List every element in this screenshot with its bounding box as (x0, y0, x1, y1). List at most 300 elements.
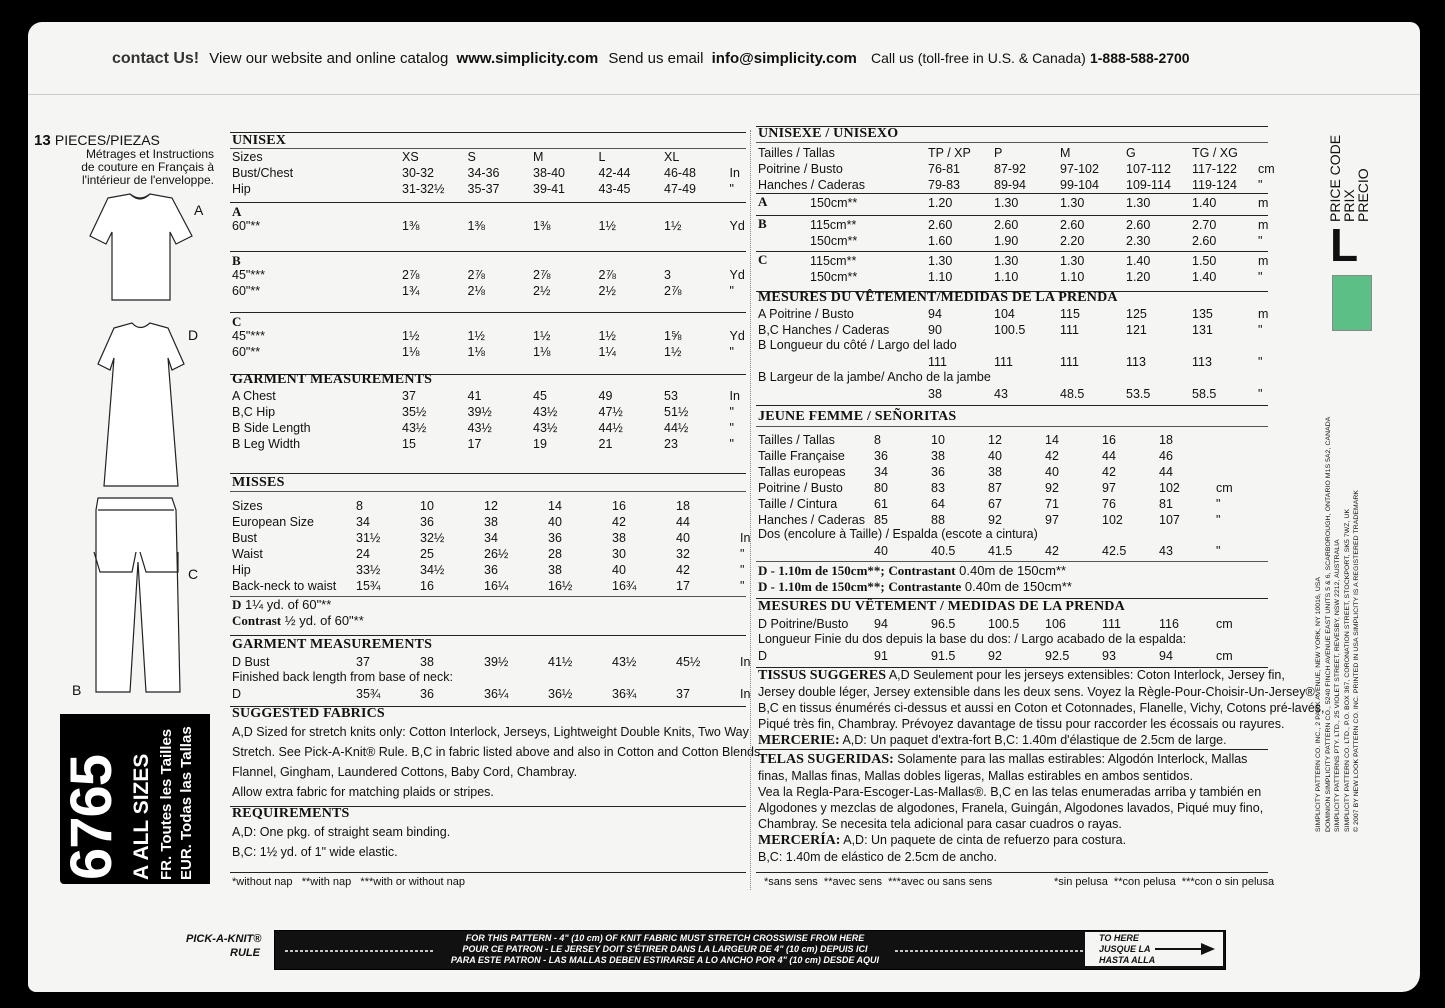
table-cell: 99-104 (1060, 178, 1099, 192)
price-swatch (1332, 275, 1372, 331)
row-label: Sizes (232, 150, 263, 164)
unit-cell: m (1258, 196, 1269, 210)
table-cell: 38 (988, 465, 1002, 479)
table-row (232, 404, 750, 420)
table-cell: 12 (484, 499, 498, 513)
table-cell: M (533, 150, 544, 164)
unit-cell: m (1258, 307, 1269, 321)
table-cell: 1⅛ (467, 345, 485, 359)
table-cell: 76 (1102, 497, 1116, 511)
table-row (232, 546, 760, 562)
table-cell: 46 (1159, 449, 1173, 463)
table-cell: 2⅞ (598, 268, 616, 282)
table-cell: 38 (612, 531, 626, 545)
table-row (232, 498, 760, 514)
table-row (232, 530, 760, 546)
suggested-fabrics-text: A,D Sized for stretch knits only: Cotton Interlock, Jerseys, Lightweight Double Knits, Two Way Stretch. See Pick-A-Knit® Rule. B,C in fabric listed above and also in Cotton and Cotton Blends, Flannel, Gingham, Laundered Cottons, Baby Cord, Chambray. Allow extra fabric for matching plaids or stripes. (232, 725, 764, 799)
unit-cell: cm (1216, 649, 1233, 663)
unit-cell: " (729, 345, 734, 359)
table-cell: 30 (612, 547, 626, 561)
table-row (232, 283, 750, 299)
table-cell: 19 (533, 437, 547, 451)
table-cell: 34 (356, 515, 370, 529)
row-label: B Side Length (232, 421, 311, 435)
table-cell: 1.40 (1192, 270, 1217, 284)
row-label (758, 386, 928, 402)
row-label: B,C Hanches / Caderas (758, 323, 890, 337)
table-cell: 14 (548, 499, 562, 513)
row-label: Hanches / Caderas (758, 178, 866, 192)
table-cell: 43-45 (598, 182, 631, 196)
table-cell: 16½ (548, 579, 573, 593)
table-cell: 102 (1159, 481, 1180, 495)
table-cell: L (598, 150, 606, 164)
table-cell: 121 (1126, 323, 1147, 337)
table-cell: 30-32 (402, 166, 434, 180)
table-cell: 2.60 (928, 218, 953, 232)
table-cell: 92.5 (1045, 649, 1070, 663)
unisexe-garment-table (758, 306, 1288, 338)
table-cell: 1½ (664, 219, 682, 233)
table-cell: 1.30 (928, 254, 953, 268)
table-row (810, 217, 1288, 233)
table-row (758, 496, 1246, 512)
table-cell: 92 (1045, 481, 1059, 495)
table-cell: 38 (928, 387, 942, 401)
table-cell: M (1060, 146, 1071, 160)
table-cell: 80 (874, 481, 888, 495)
table-row (758, 648, 1246, 664)
row-label: Bust/Chest (232, 166, 294, 180)
table-cell: 15 (402, 437, 416, 451)
table-cell: 12 (988, 433, 1002, 447)
unit-cell (1258, 145, 1288, 161)
table-cell: 16 (612, 499, 626, 513)
table-cell: 25 (420, 547, 434, 561)
table-cell: 1.30 (1060, 254, 1085, 268)
unit-cell: " (729, 182, 734, 196)
spanish-footnote: *sin pelusa **con pelusa ***con o sin pelusa (1054, 876, 1275, 888)
table-cell: 2.70 (1192, 218, 1217, 232)
table-cell: 2.30 (1126, 234, 1151, 248)
price-code-label: PRICE CODE PRIX PRECIO (1327, 134, 1371, 222)
row-label: Back-neck to waist (232, 579, 337, 593)
row-label: Taille Française (758, 449, 845, 463)
table-cell: 97 (1102, 481, 1116, 495)
table-cell: 40 (676, 531, 690, 545)
table-cell: 46-48 (664, 166, 696, 180)
table-row (810, 269, 1288, 285)
table-cell: 1.30 (1126, 196, 1151, 210)
unit-cell: " (1216, 544, 1221, 558)
table-cell: 43½ (533, 405, 558, 419)
table-row (232, 562, 760, 578)
table-cell: 1⅜ (533, 219, 551, 233)
unit-cell: In (740, 687, 751, 701)
table-cell: 42 (1045, 544, 1059, 558)
row-label: 115cm** (810, 254, 857, 268)
table-cell: 40 (874, 544, 888, 558)
table-cell: 47-49 (664, 182, 696, 196)
table-cell: 17 (467, 437, 482, 451)
unit-cell (1216, 432, 1246, 448)
jeune-longueur-table (758, 648, 1246, 664)
table-cell: 119-124 (1192, 178, 1237, 192)
table-cell: 1⅛ (402, 345, 420, 359)
table-cell: 131 (1192, 323, 1213, 337)
table-cell: 33½ (356, 563, 381, 577)
table-cell: 1¾ (402, 284, 420, 298)
unisex-garment-table (232, 388, 750, 452)
row-label: Hip (232, 563, 251, 577)
table-cell: 36 (420, 687, 434, 701)
table-row (758, 386, 1288, 402)
table-cell: 43 (994, 387, 1008, 401)
table-row (232, 436, 750, 452)
table-cell: 28 (548, 547, 562, 561)
table-cell: 111 (928, 355, 948, 369)
table-cell: 83 (931, 481, 945, 495)
table-row (758, 616, 1246, 632)
unit-cell: In (729, 166, 740, 180)
table-cell: 34 (484, 531, 498, 545)
pick-a-knit-label: PICK-A-KNIT® RULE (186, 933, 262, 959)
table-cell: 41½ (548, 655, 573, 669)
table-cell: 10 (420, 499, 434, 513)
table-cell: 79-83 (928, 178, 960, 192)
table-cell: 38 (420, 655, 434, 669)
website-link[interactable]: www.simplicity.com (456, 50, 599, 67)
table-row (758, 448, 1246, 464)
table-cell: 1.20 (1126, 270, 1151, 284)
unit-cell: cm (1258, 162, 1275, 176)
view-letter: C (232, 314, 242, 329)
table-cell: 115 (1060, 307, 1080, 321)
yardage-table (810, 253, 1288, 285)
table-cell: 61 (874, 497, 888, 511)
table-row (758, 432, 1246, 448)
table-cell: 58.5 (1192, 387, 1217, 401)
table-cell: 39½ (467, 405, 492, 419)
table-cell: 97-102 (1060, 162, 1099, 176)
table-cell: 16¾ (612, 579, 637, 593)
table-row (232, 578, 760, 594)
unit-cell: Yd (729, 329, 745, 343)
row-label: D Bust (232, 655, 270, 669)
row-label: Poitrine / Busto (758, 162, 843, 176)
view-letter: A (232, 204, 242, 219)
table-row (232, 165, 750, 181)
row-label: 45"*** (232, 268, 265, 282)
rule-text: FOR THIS PATTERN - 4" (10 cm) OF KNIT FABRIC MUST STRETCH CROSSWISE FROM HERE POUR CE PATRON - LE JERSEY DOIT S'ÉTIRER DANS LA LARGEUR DE 4" (10 cm) DEPUIS ICI PARA ESTE PATRON - LAS MALLAS DEBEN ESTIRARSE A LO ANCHO POR 4" (10 cm) DESDE AQUI (450, 933, 880, 965)
table-cell: 2.60 (1060, 218, 1085, 232)
suggested-fabrics-title: SUGGESTED FABRICS (232, 706, 385, 721)
misses-size-table (232, 498, 760, 594)
table-cell: 42 (612, 515, 626, 529)
tshirt-sketch-a (90, 194, 192, 300)
row-label: A Poitrine / Busto (758, 307, 854, 321)
table-cell: 1.20 (928, 196, 953, 210)
misses-garment-title: GARMENT MEASUREMENTS (232, 637, 433, 652)
pattern-envelope-back (28, 22, 1420, 992)
pattern-number-text (60, 714, 210, 884)
unit-cell: " (740, 547, 745, 561)
table-cell: 14 (1045, 433, 1059, 447)
table-row (758, 480, 1246, 496)
pieces-count: 13 PIECES/PIEZAS (34, 132, 160, 149)
table-cell: 51½ (664, 405, 689, 419)
table-cell: 125 (1126, 307, 1147, 321)
table-cell: XL (664, 150, 680, 164)
table-cell: 38 (484, 515, 498, 529)
table-cell: 111 (1060, 323, 1080, 337)
unisex-garment-title: GARMENT MEASUREMENTS (232, 372, 433, 387)
pattern-number: 6765 (59, 754, 124, 880)
unisexe-size-table (758, 145, 1288, 193)
unit-cell: " (729, 437, 734, 451)
unit-cell: " (729, 284, 734, 298)
table-cell: 1½ (598, 219, 616, 233)
row-label: D Poitrine/Busto (758, 617, 849, 631)
unit-cell: " (1258, 323, 1263, 337)
unit-cell: " (1258, 270, 1263, 284)
table-cell: 16 (1102, 433, 1116, 447)
to-here-box: TO HERE JUSQUE LA HASTA ALLA (1085, 932, 1223, 966)
table-cell: 92 (988, 649, 1002, 663)
view-letter: B (232, 253, 241, 268)
table-cell: 36 (931, 465, 945, 479)
table-row (232, 149, 750, 165)
misses-contrast: Contrast ½ yd. of 60"** (232, 613, 364, 628)
table-cell: 10 (931, 433, 945, 447)
unit-cell: " (1258, 234, 1263, 248)
side-length-label: B Longueur du côté / Largo del lado (758, 338, 957, 352)
table-cell: 1.50 (1192, 254, 1217, 268)
table-cell: 100.5 (994, 323, 1026, 337)
price-letter: L (1330, 219, 1359, 271)
table-cell: 2½ (533, 284, 551, 298)
email-link[interactable]: info@simplicity.com (711, 50, 857, 67)
table-cell: 1⅜ (467, 219, 485, 233)
misses-bust-table (232, 654, 760, 670)
unit-cell: cm (1216, 481, 1233, 495)
table-cell: 1.40 (1126, 254, 1151, 268)
row-label: 150cm** (810, 196, 858, 210)
table-cell: 37 (402, 389, 416, 403)
contact-label: contact Us! (112, 50, 200, 67)
row-label: B Leg Width (232, 437, 301, 451)
row-label: Tailles / Tallas (758, 433, 835, 447)
row-label: B,C Hip (232, 405, 276, 419)
table-row (232, 420, 750, 436)
unit-cell: " (1258, 178, 1263, 192)
row-label (758, 543, 874, 559)
table-cell: 2⅛ (467, 284, 485, 298)
table-cell: 45½ (676, 655, 701, 669)
table-cell: 36½ (548, 687, 573, 701)
jeune-poitrine-table (758, 616, 1246, 632)
unit-cell: " (740, 579, 745, 593)
table-cell: 40 (548, 515, 562, 529)
table-cell: 1⅜ (402, 219, 420, 233)
row-label: Hanches / Caderas (758, 513, 866, 527)
unit-cell (1216, 464, 1246, 480)
table-cell: 31-32½ (402, 182, 445, 196)
table-cell: 2.20 (1060, 234, 1085, 248)
table-cell: 91 (874, 649, 888, 663)
table-cell: 94 (874, 617, 888, 631)
all-sizes: A ALL SIZES (130, 753, 153, 880)
table-cell: 34-36 (467, 166, 500, 180)
view-letter: A (758, 194, 768, 209)
table-cell: 36 (548, 531, 562, 545)
table-cell: 1½ (664, 345, 682, 359)
table-cell: 64 (931, 497, 945, 511)
table-cell: 2⅞ (467, 268, 485, 282)
table-cell: 36 (484, 563, 498, 577)
finished-back-label: Finished back length from base of neck: (232, 670, 453, 684)
english-footnote: *without nap **with nap ***with or without nap (232, 876, 465, 888)
table-cell: S (467, 150, 476, 164)
table-cell: 100.5 (988, 617, 1020, 631)
table-cell: 43½ (612, 655, 637, 669)
table-row (758, 354, 1288, 370)
table-cell: 1⅛ (533, 345, 551, 359)
table-cell: 43 (1159, 544, 1173, 558)
yardage-table (232, 218, 750, 234)
phone-number[interactable]: 1-888-588-2700 (1089, 50, 1190, 66)
telas-text: TELAS SUGERIDAS: Solamente para las mallas estirables: Algodón Interlock, Mallas finas, Mallas finas, Mallas dobles ligeras, Mallas estirables en ambos sentidos. Vea la Regla-Para-Escoger-Las-Mallas®. B,C en las telas enumeradas arriba y también en Algodones y mezclas de algodones, Franela, Guingán, Algodones lavados, Piqué muy fino, Chambray. Se necesita tela adicional para casar cuadros o rayas. MERCERÍA: A,D: Un paquete de cinta de refuerzo para costura. B,C: 1.40m de elástico de 2.5cm de ancho. (758, 752, 1264, 864)
jeune-title: JEUNE FEMME / SEÑORITAS (758, 409, 957, 424)
table-row (758, 512, 1246, 528)
table-cell: 32½ (420, 531, 445, 545)
table-row (232, 181, 750, 197)
fr-sizes: FR. Toutes les Tailles (158, 728, 175, 880)
table-cell: 44½ (664, 421, 689, 435)
table-cell: 2.60 (1192, 234, 1217, 248)
table-cell: 43½ (402, 421, 427, 435)
table-row (232, 388, 750, 404)
table-cell: 40 (1045, 465, 1059, 479)
rule-tick-icon (285, 939, 435, 963)
table-cell: 23 (664, 437, 678, 451)
view-letter: B (758, 216, 767, 231)
table-row (758, 543, 1246, 559)
table-cell: 44 (1159, 465, 1173, 479)
yardage-table (232, 328, 750, 360)
unit-cell: m (1258, 218, 1269, 232)
table-cell: 36¾ (612, 687, 637, 701)
unit-cell (1216, 448, 1246, 464)
table-cell: 53.5 (1126, 387, 1151, 401)
unit-cell: m (1258, 254, 1269, 268)
table-cell: 93 (1102, 649, 1116, 663)
misses-length-table (232, 686, 760, 702)
table-cell: 111 (1102, 617, 1122, 631)
yardage-table (810, 195, 1288, 211)
table-cell: 15¾ (356, 579, 381, 593)
table-cell: 1.40 (1192, 196, 1217, 210)
jeune-dos-table (758, 543, 1246, 559)
table-cell: 18 (676, 499, 690, 513)
table-cell: 2½ (598, 284, 616, 298)
view-label-a: A (194, 202, 204, 218)
table-row (810, 233, 1288, 249)
table-cell: 38 (931, 449, 945, 463)
table-cell: 1⅝ (664, 329, 682, 343)
table-row (232, 686, 760, 702)
tissus-text: TISSUS SUGGERES A,D Seulement pour les jerseys extensibles: Coton Interlock, Jersey fin, Jersey double léger, Jersey extensible dans les deux sens. Voyez la Règle-Pour-Choisir-Un-Jersey®. B,C en tissus énumérés ci-dessus et aussi en Coton et Cotonnades, Flanelle, Vichy, Cotons pré-lavés, Piqué très fin, Chambray. Prévoyez davantage de tissu pour raccorder les écossais ou rayures. MERCERIE: A,D: Un paquet d'extra-fort B,C: 1.40m d'élastique de 2.5cm de large. (758, 668, 1325, 748)
row-label: 115cm** (810, 218, 857, 232)
table-cell: 32 (676, 547, 690, 561)
table-cell: 24 (356, 547, 370, 561)
table-cell: 34 (874, 465, 888, 479)
unit-cell: In (740, 531, 751, 545)
table-cell: TG / XG (1192, 146, 1238, 160)
table-cell: 8 (356, 499, 363, 513)
table-cell: P (994, 146, 1003, 160)
contact-bar (112, 50, 1190, 68)
table-cell: XS (402, 150, 419, 164)
row-label: D (758, 649, 768, 663)
unit-cell: Yd (729, 268, 745, 282)
table-cell: 37 (676, 687, 690, 701)
table-cell: 42 (676, 563, 690, 577)
view-label-c: C (188, 566, 199, 582)
table-cell: 2⅞ (402, 268, 420, 282)
unisexe-title: UNISEXE / UNISEXO (758, 126, 899, 141)
table-cell: 135 (1192, 307, 1213, 321)
table-cell: 102 (1102, 513, 1123, 527)
table-cell: 2⅞ (664, 284, 682, 298)
unit-cell: " (1216, 497, 1221, 511)
table-row (232, 328, 750, 344)
row-label: 45"*** (232, 329, 265, 343)
table-cell: 40.5 (931, 544, 956, 558)
table-cell: 87 (988, 481, 1002, 495)
misses-title: MISSES (232, 475, 285, 490)
table-cell: 96.5 (931, 617, 956, 631)
eur-sizes: EUR. Todas las Tallas (178, 726, 195, 880)
table-row (758, 145, 1288, 161)
table-cell: 41.5 (988, 544, 1013, 558)
row-label: Tallas europeas (758, 465, 846, 479)
unit-cell: " (1258, 387, 1263, 401)
website-text: View our website and online catalog (209, 50, 449, 67)
table-row (810, 195, 1288, 211)
view-label-b: B (72, 682, 82, 698)
row-label: Waist (232, 547, 263, 561)
table-cell: TP / XP (928, 146, 971, 160)
french-footnote: *sans sens **avec sens ***avec ou sans sens (764, 876, 993, 888)
table-cell: 16 (420, 579, 434, 593)
table-cell: 92 (988, 513, 1002, 527)
jeune-size-table (758, 432, 1246, 528)
dos-label: Dos (encolure à Taille) / Espalda (escote a cintura) (758, 527, 1038, 541)
table-cell: 39-41 (533, 182, 565, 196)
table-cell: 1.30 (994, 254, 1019, 268)
table-cell: 1.90 (994, 234, 1019, 248)
row-label: Sizes (232, 499, 263, 513)
longueur-label: Longueur Finie du dos depuis la base du dos: / Largo acabado de la espalda: (758, 632, 1187, 646)
table-cell: 44½ (598, 421, 623, 435)
pick-a-knit-bar (274, 930, 1226, 970)
table-row (758, 464, 1246, 480)
row-label: D (232, 687, 242, 701)
view-letter: C (758, 252, 768, 267)
unit-cell: cm (1216, 617, 1233, 631)
table-cell: 8 (874, 433, 881, 447)
